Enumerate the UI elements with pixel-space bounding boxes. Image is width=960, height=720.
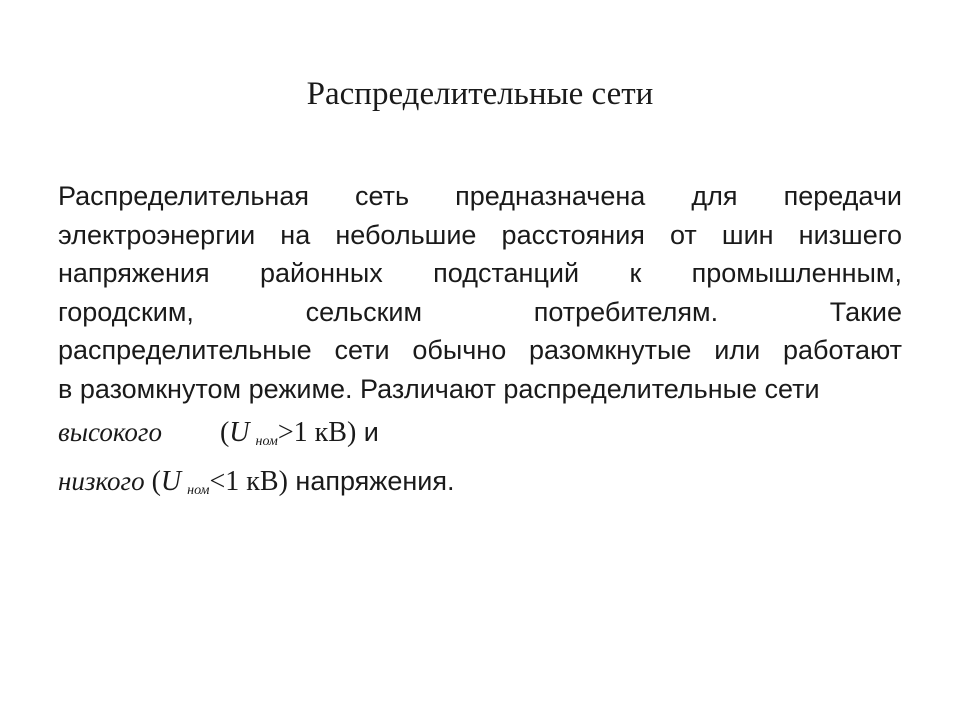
nominal-subscript: ном — [255, 434, 278, 449]
low-voltage-tail: напряжения. — [287, 466, 455, 496]
high-voltage-line — [58, 414, 379, 460]
slide-title: Распределительные сети — [306, 76, 654, 112]
high-voltage-term: высокого — [58, 417, 162, 447]
paragraph-line: электроэнергии на небольшие расстояния от шин низшего — [58, 219, 902, 250]
paragraph-line: в разомкнутом режиме. Различают распределительные сети — [58, 373, 820, 404]
low-voltage-term: низкого — [58, 466, 145, 496]
open-paren: ( — [144, 466, 161, 497]
voltage-condition: <1 кВ) — [209, 466, 288, 497]
voltage-condition: >1 кВ) — [277, 417, 357, 448]
paragraph-line: распределительные сети обычно разомкнутые или работают — [58, 335, 902, 365]
high-voltage-tail: и — [356, 417, 379, 447]
voltage-variable: U — [160, 466, 182, 497]
nominal-subscript: ном — [187, 483, 210, 498]
paragraph-line: Распределительная сеть предназначена для передачи — [58, 181, 902, 211]
paragraph-line: городским, сельским потребителям. Такие — [58, 296, 902, 327]
voltage-variable: U — [229, 417, 250, 448]
paragraph-line: напряжения районных подстанций к промышленным, — [58, 258, 902, 288]
low-voltage-line — [58, 463, 454, 509]
body-paragraph — [58, 177, 902, 408]
open-paren: ( — [219, 417, 230, 448]
